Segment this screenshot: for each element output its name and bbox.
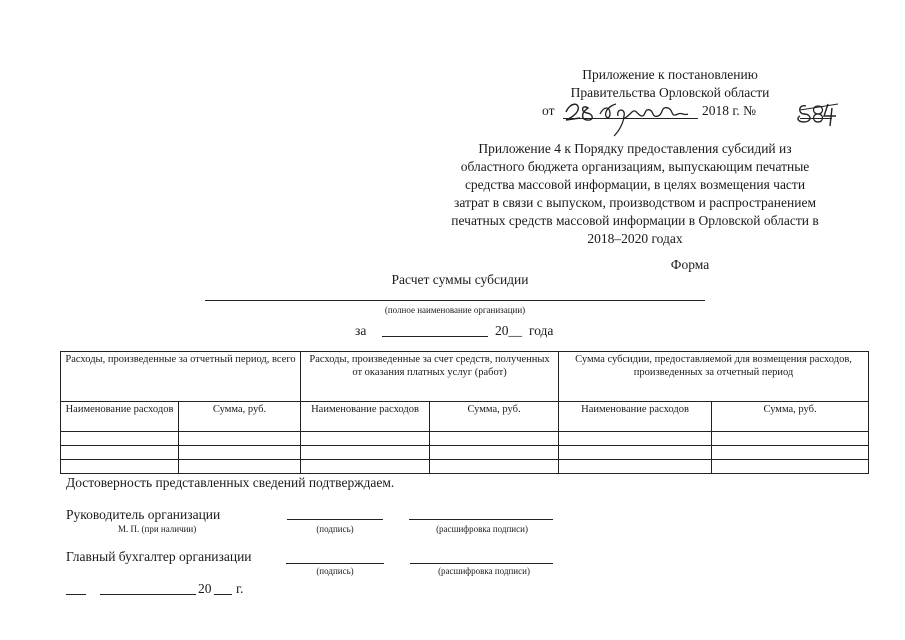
header-subsidy-amount: Сумма субсидии, предоставляемой для возмещения расходов, произведенных за отчетный период (559, 352, 869, 402)
head-decoding-caption: (расшифровка подписи) (436, 524, 528, 534)
appendix-line: печатных средств массовой информации в Орловской области в (451, 213, 819, 228)
table-cell[interactable] (559, 432, 712, 446)
table-cell[interactable] (61, 432, 179, 446)
col-amount-3: Сумма, руб. (712, 402, 869, 432)
col-expense-name-3: Наименование расходов (559, 402, 712, 432)
period-prefix: за (355, 323, 367, 338)
period-year: 20__ (495, 323, 522, 338)
footer-year: 20 (198, 581, 212, 596)
col-expense-name-2: Наименование расходов (301, 402, 430, 432)
col-expense-name-1: Наименование расходов (61, 402, 179, 432)
stamp-note: М. П. (при наличии) (118, 524, 197, 534)
table-cell[interactable] (179, 446, 301, 460)
handwritten-date-signature (560, 94, 840, 138)
footer-day-line[interactable] (66, 594, 86, 595)
org-name-caption: (полное наименование организации) (384, 305, 526, 315)
appendix-line: затрат в связи с выпуском, производством и распространением (454, 195, 816, 210)
accountant-decoding-caption: (расшифровка подписи) (438, 566, 530, 576)
header-paid-services-expenses: Расходы, произведенные за счет средств, полученных от оказания платных услуг (работ) (301, 352, 559, 402)
appendix-line: 2018–2020 годах (587, 231, 683, 246)
page-title: Расчет суммы субсидии (391, 272, 529, 287)
date-prefix: от (542, 103, 555, 118)
table-cell[interactable] (179, 460, 301, 474)
chief-accountant-label: Главный бухгалтер организации (66, 549, 252, 564)
confirmation-text: Достоверность представленных сведений подтверждаем. (66, 475, 395, 490)
head-decoding-line[interactable] (409, 519, 553, 520)
head-signature-line[interactable] (287, 519, 383, 520)
table-cell[interactable] (301, 446, 430, 460)
appendix-4-caption (420, 140, 850, 248)
approval-header-line1: Приложение к постановлению (582, 67, 758, 82)
period-suffix: года (529, 323, 554, 338)
footer-year-suffix: г. (236, 581, 244, 596)
table-cell[interactable] (61, 460, 179, 474)
period-line (382, 336, 488, 337)
appendix-line: средства массовой информации, в целях возмещения части (464, 177, 806, 192)
accountant-signature-line[interactable] (286, 563, 384, 564)
table-cell[interactable] (712, 432, 869, 446)
footer-year-line[interactable] (214, 594, 232, 595)
approval-header-line2: Правительства Орловской области (570, 85, 770, 100)
table-row (61, 446, 869, 460)
table-cell[interactable] (430, 446, 559, 460)
form-label: Форма (670, 257, 710, 272)
org-name-line (205, 300, 705, 301)
head-of-org-label: Руководитель организации (66, 507, 221, 522)
table-cell[interactable] (61, 446, 179, 460)
head-signature-caption: (подпись) (316, 524, 354, 534)
appendix-line: областного бюджета организациям, выпускающим печатные (460, 159, 810, 174)
header-total-expenses: Расходы, произведенные за отчетный период, всего (61, 352, 301, 402)
appendix-line: Приложение 4 к Порядку предоставления субсидий из (478, 141, 792, 156)
col-amount-2: Сумма, руб. (430, 402, 559, 432)
table-sub-header-row (61, 402, 869, 432)
table-cell[interactable] (430, 460, 559, 474)
accountant-signature-caption: (подпись) (316, 566, 354, 576)
table-cell[interactable] (179, 432, 301, 446)
table-cell[interactable] (301, 460, 430, 474)
table-row (61, 460, 869, 474)
table-cell[interactable] (712, 460, 869, 474)
col-amount-1: Сумма, руб. (179, 402, 301, 432)
table-cell[interactable] (301, 432, 430, 446)
footer-month-line[interactable] (100, 594, 196, 595)
subsidy-table (60, 351, 869, 474)
accountant-decoding-line[interactable] (410, 563, 553, 564)
table-cell[interactable] (712, 446, 869, 460)
table-cell[interactable] (430, 432, 559, 446)
date-year: 2018 г. № (702, 103, 757, 118)
table-cell[interactable] (559, 446, 712, 460)
table-row (61, 432, 869, 446)
table-cell[interactable] (559, 460, 712, 474)
table-group-header-row (61, 352, 869, 402)
